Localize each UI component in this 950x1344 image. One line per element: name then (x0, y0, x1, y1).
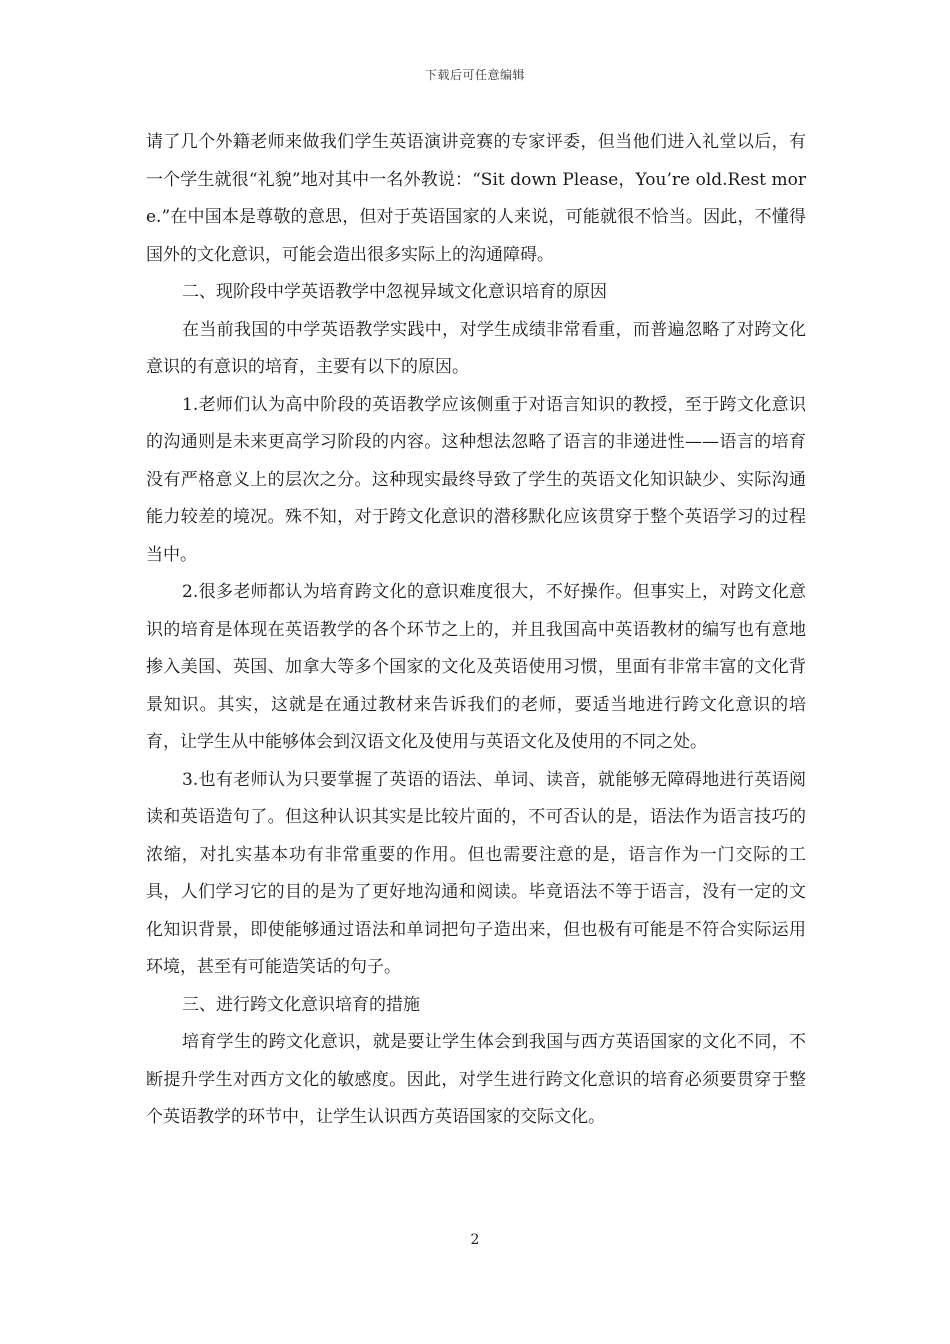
page-number: 2 (470, 1232, 480, 1248)
paragraph-reason-1: 1.老师们认为高中阶段的英语教学应该侧重于对语言知识的教授，至于跨文化意识的沟通则是未来更高学习阶段的内容。这种想法忽略了语言的非递进性——语言的培育没有严格意义上的层次之分。这种现实最终导致了学生的英语文化知识缺少、实际沟通能力较差的境况。殊不知，对于跨文化意识的潜移默化应该贯穿于整个英语学习的过程当中。 (146, 394, 806, 565)
document-body (146, 124, 806, 1137)
paragraph-measures: 培育学生的跨文化意识，就是要让学生体会到我国与西方英语国家的文化不同，不断提升学生对西方文化的敏感度。因此，对学生进行跨文化意识的培育必须要贯穿于整个英语教学的环节中，让学生认识西方英语国家的交际文化。 (146, 1032, 806, 1127)
section-heading-3: 三、进行跨文化意识培育的措施 (182, 994, 420, 1015)
paragraph-reason-3: 3.也有老师认为只要掌握了英语的语法、单词、读音，就能够无障碍地进行英语阅读和英语造句了。但这种认识其实是比较片面的，不可否认的是，语法作为语言技巧的浓缩，对扎实基本功有非常重要的作用。但也需要注意的是，语言作为一门交际的工具，人们学习它的目的是为了更好地沟通和阅读。毕竟语法不等于语言，没有一定的文化知识背景，即使能够通过语法和单词把句子造出来，但也极有可能是不符合实际运用环境，甚至有可能造笑话的句子。 (146, 769, 806, 977)
paragraph-intro: 在当前我国的中学英语教学实践中，对学生成绩非常看重，而普遍忽略了对跨文化意识的有意识的培育，主要有以下的原因。 (146, 319, 806, 377)
section-heading-2: 二、现阶段中学英语教学中忽视异域文化意识培育的原因 (182, 282, 607, 302)
page-header: 下载后可任意编辑 (424, 68, 525, 82)
paragraph-reason-2: 2.很多老师都认为培育跨文化的意识难度很大，不好操作。但事实上，对跨文化意识的培育是体现在英语教学的各个环节之上的，并且我国高中英语教材的编写也有意地掺入美国、英国、加拿大等多个国家的文化及英语使用习惯，里面有非常丰富的文化背景知识。其实，这就是在通过教材来告诉我们的老师，要适当地进行跨文化意识的培育，让学生从中能够体会到汉语文化及使用与英语文化及使用的不同之处。 (146, 582, 806, 752)
paragraph-continuation: 请了几个外籍老师来做我们学生英语演讲竞赛的专家评委，但当他们进入礼堂以后，有一个学生就很“礼貌”地对其中一名外教说：“Sit down Please，You’re old.Rest more.”在中国本是尊敬的意思，但对于英语国家的人来说，可能就很不恰当。因此，不懂得国外的文化意识，可能会造出很多实际上的沟通障碍。 (146, 132, 806, 265)
